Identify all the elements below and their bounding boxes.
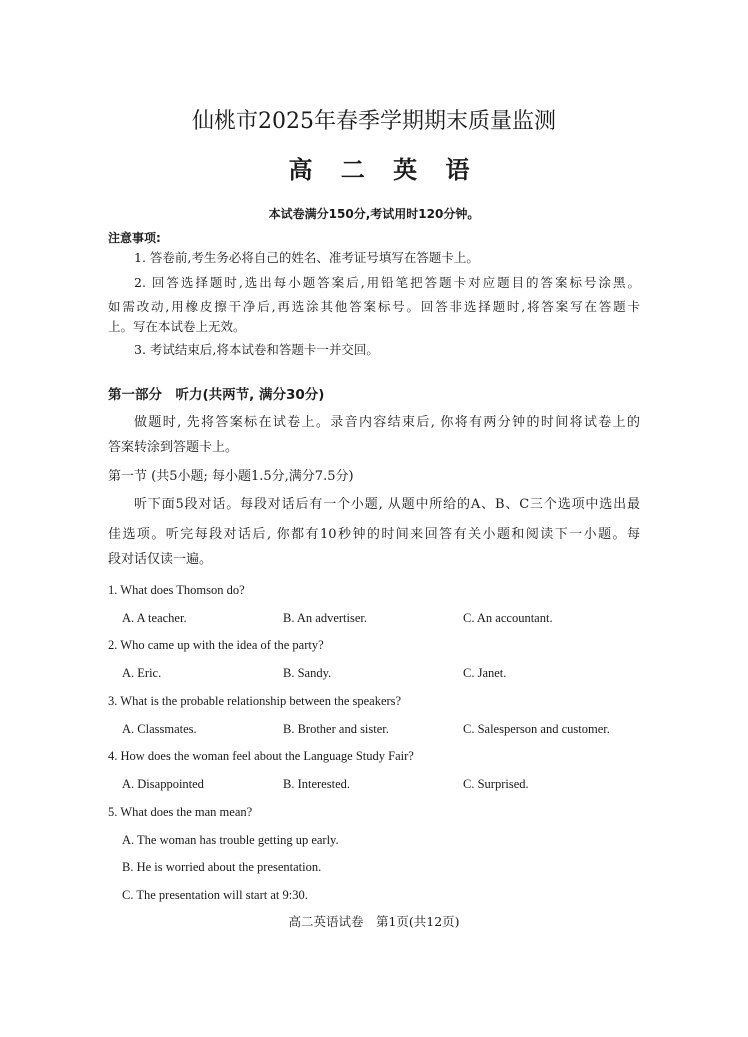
option-b: B. Sandy. xyxy=(283,666,332,680)
option-c: C. Salesperson and customer. xyxy=(463,722,610,736)
note-line: 3. 考试结束后,将本试卷和答题卡一并交回。 xyxy=(134,342,379,357)
note-line: 2. 回答选择题时,选出每小题答案后,用铅笔把答题卡对应题目的答案标号涂黑。 xyxy=(134,275,640,290)
option-c: C. The presentation will start at 9:30. xyxy=(122,888,308,902)
question-4: 4. How does the woman feel about the Language Study Fair? xyxy=(108,749,414,763)
note-line: 如需改动,用橡皮擦干净后,再选涂其他答案标号。回答非选择题时,将答案写在答题卡 xyxy=(108,299,640,314)
exam-info: 本试卷满分150分,考试用时120分钟。 xyxy=(268,207,480,221)
exam-title: 仙桃市2025年春季学期期末质量监测 xyxy=(192,109,556,134)
option-b: B. An advertiser. xyxy=(283,611,368,625)
option-c: C. Janet. xyxy=(463,666,507,680)
option-c: C. Surprised. xyxy=(463,777,529,791)
page-footer: 高二英语试卷 第1页(共12页) xyxy=(288,914,460,929)
question-1: 1. What does Thomson do? xyxy=(108,583,245,597)
option-b: B. Brother and sister. xyxy=(283,722,389,736)
instruction-line: 段对话仅读一遍。 xyxy=(108,552,213,567)
note-line: 上。写在本试卷上无效。 xyxy=(108,319,246,334)
note-line: 1. 答卷前,考生务必将自己的姓名、准考证号填写在答题卡上。 xyxy=(134,250,479,265)
option-a: A. Eric. xyxy=(122,666,162,680)
option-a: A. A teacher. xyxy=(122,611,187,625)
option-a: A. Classmates. xyxy=(122,722,197,736)
option-a: A. The woman has trouble getting up early. xyxy=(122,833,339,847)
intro-line: 答案转涂到答题卡上。 xyxy=(108,440,239,455)
instruction-line: 听下面5段对话。每段对话后有一个小题, 从题中所给的A、B、C三个选项中选出最 xyxy=(134,497,640,512)
option-c: C. An accountant. xyxy=(463,611,553,625)
question-5: 5. What does the man mean? xyxy=(108,805,253,819)
instruction-line: 佳选项。听完每段对话后, 你都有10秒钟的时间来回答有关小题和阅读下一小题。每 xyxy=(108,527,640,542)
option-a: A. Disappointed xyxy=(122,777,204,791)
question-2: 2. Who came up with the idea of the party? xyxy=(108,638,324,652)
subject-title: 高 二 英 语 xyxy=(288,156,480,184)
part-heading: 第一部分 听力(共两节, 满分30分) xyxy=(108,387,325,403)
option-b: B. He is worried about the presentation. xyxy=(122,860,322,874)
section-heading: 第一节 (共5小题; 每小题1.5分,满分7.5分) xyxy=(108,469,354,484)
question-3: 3. What is the probable relationship between the speakers? xyxy=(108,694,402,708)
notes-heading: 注意事项: xyxy=(108,231,161,245)
intro-line: 做题时, 先将答案标在试卷上。录音内容结束后, 你将有两分钟的时间将试卷上的 xyxy=(134,415,640,430)
option-b: B. Interested. xyxy=(283,777,350,791)
